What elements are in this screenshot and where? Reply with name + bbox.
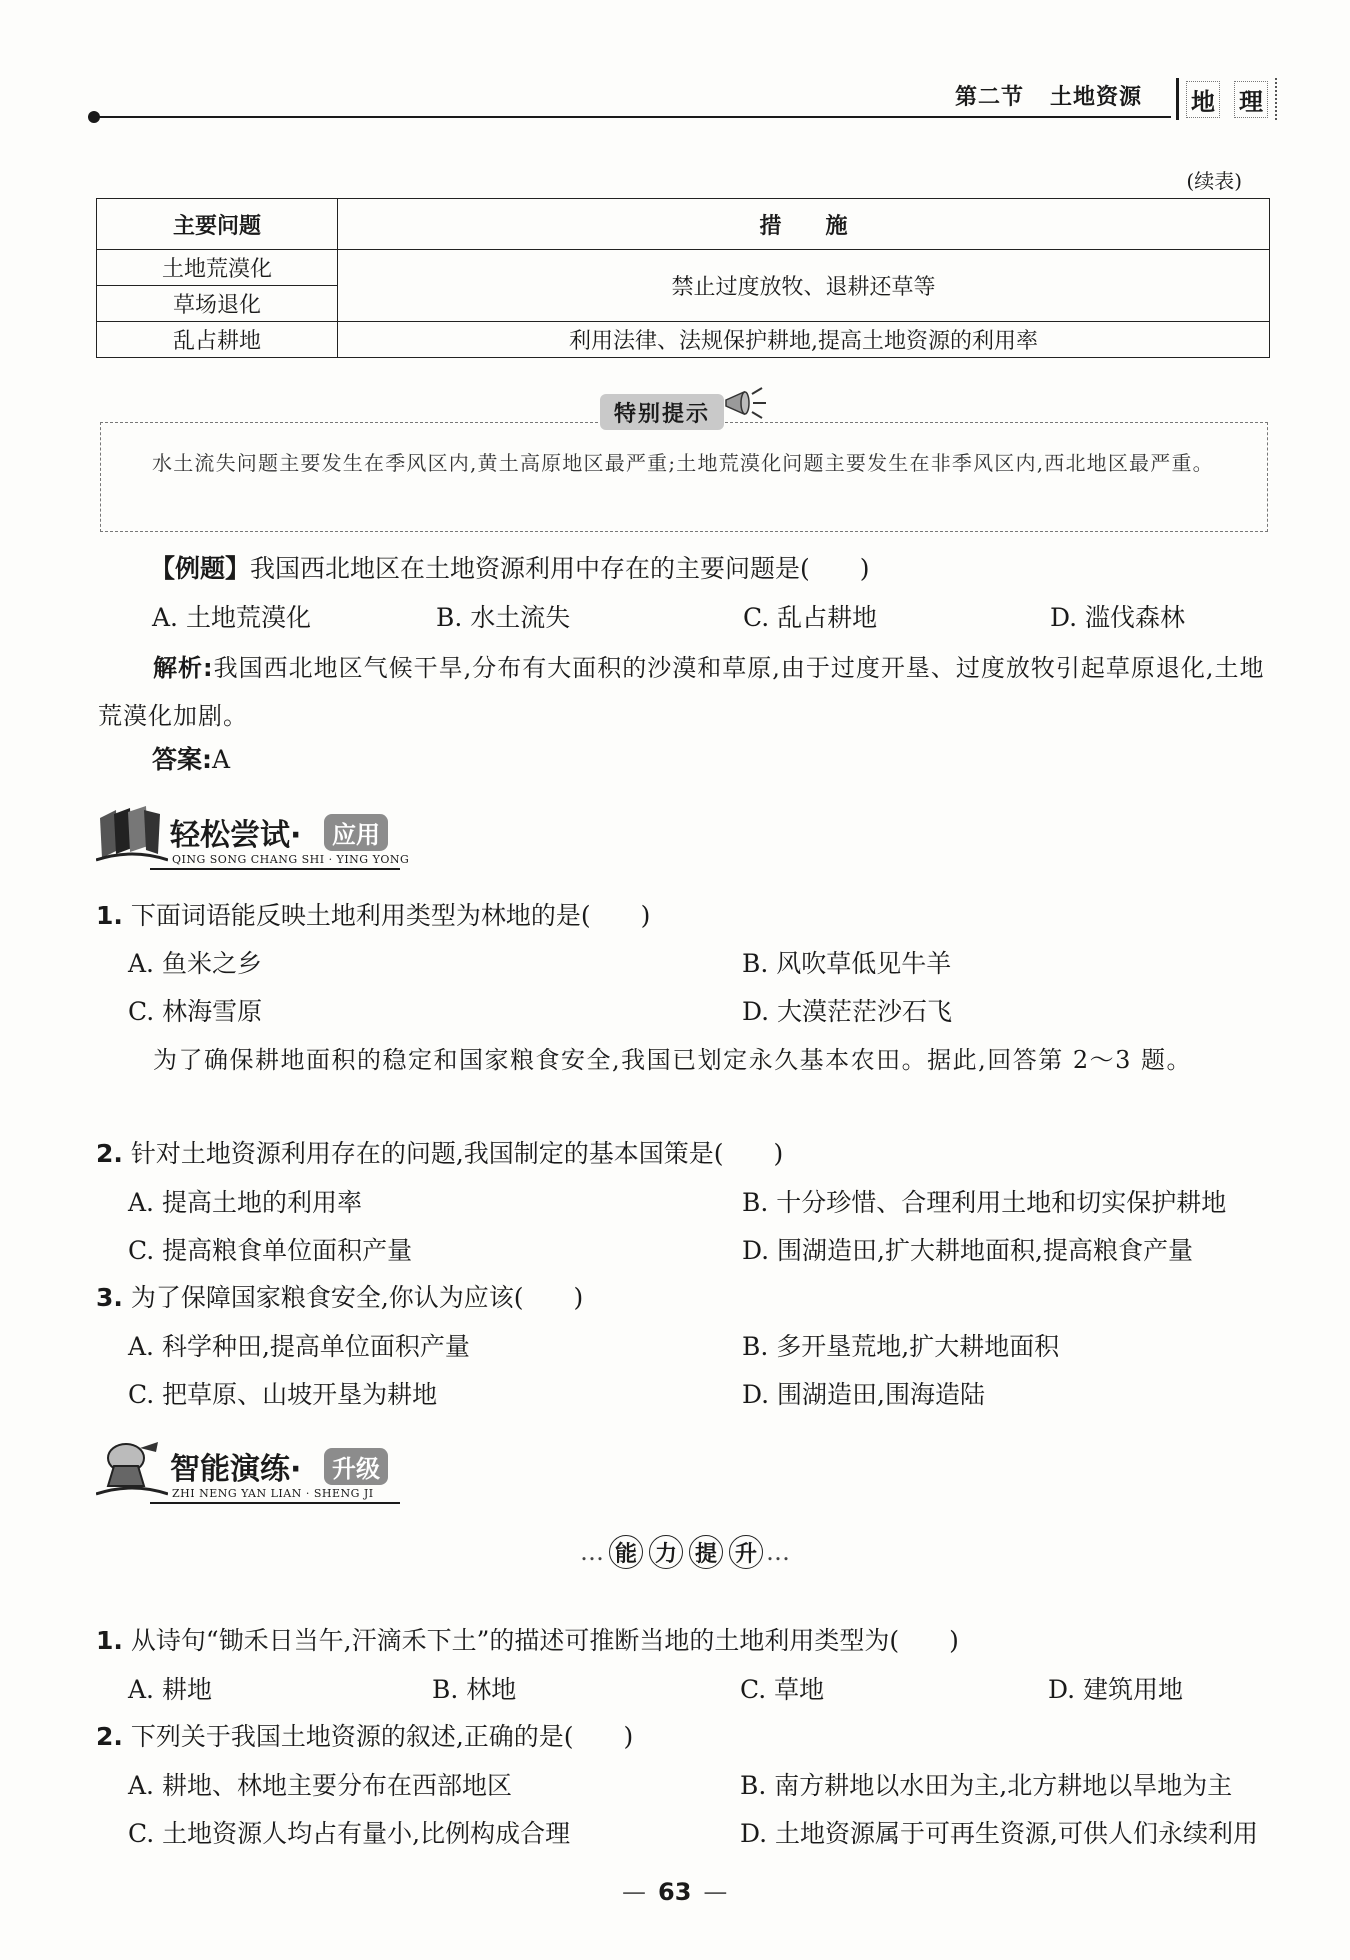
table-cell-problem: 土地荒漠化 [97,250,338,286]
section1-title: 轻松尝试· [170,818,302,853]
example-question [150,553,870,585]
question-number: 2. [96,1139,123,1168]
ability-char: 升 [729,1535,763,1569]
ability-dots-left: … [580,1538,606,1566]
subject-tag [1176,78,1277,120]
s1-q1 [96,900,650,932]
ability-dots-right: … [766,1538,792,1566]
lab-flask-icon [96,1438,168,1500]
section1-pinyin: QING SONG CHANG SHI · YING YONG [172,853,410,866]
page-number [610,1878,739,1906]
question-text: 下面词语能反映土地利用类型为林地的是( ) [130,901,651,930]
measures-table [96,198,1270,358]
question-number: 1. [96,901,123,930]
header-rule [96,116,1171,118]
table-row [97,250,1270,286]
ability-char: 能 [609,1535,643,1569]
analysis-label: 解析: [153,654,214,682]
table-continued-label: (续表) [1186,169,1242,193]
s2-q2-option-a: A. 耕地、林地主要分布在西部地区 [128,1771,512,1800]
ability-char: 提 [689,1535,723,1569]
s2-q1-option-c: C. 草地 [740,1675,825,1704]
section2-pinyin: ZHI NENG YAN LIAN · SHENG JI [172,1487,374,1500]
section1-rule [150,868,400,870]
ability-heading [580,1535,792,1569]
subject-char: 地 [1186,81,1220,118]
s2-q1-option-d: D. 建筑用地 [1048,1675,1184,1704]
table-row [97,322,1270,358]
s2-q1 [96,1625,959,1657]
page-dash-right: — [703,1878,728,1906]
s1-q3-option-d: D. 围湖造田,围海造陆 [742,1380,985,1409]
s2-q1-option-b: B. 林地 [432,1675,517,1704]
answer-value: A [212,745,231,774]
section-title: 土地资源 [1050,84,1143,110]
tip-text: 水土流失问题主要发生在季风区内,黄土高原地区最严重;土地荒漠化问题主要发生在非季风区内,西北地区最严重。 [152,451,1214,475]
question-number: 3. [96,1283,123,1312]
s2-q2-option-c: C. 土地资源人均占有量小,比例构成合理 [128,1819,571,1848]
table-header-measure: 措 施 [338,199,1270,250]
s2-q2-option-d: D. 土地资源属于可再生资源,可供人们永续利用 [740,1819,1258,1848]
s1-intro: 为了确保耕地面积的稳定和国家粮食安全,我国已划定永久基本农田。据此,回答第 2～3 题。 [153,1046,1193,1074]
example-option-b: B. 水土流失 [436,603,571,632]
s1-q2-option-b: B. 十分珍惜、合理利用土地和切实保护耕地 [742,1188,1227,1217]
s2-q2-option-b: B. 南方耕地以水田为主,北方耕地以旱地为主 [740,1771,1233,1800]
s1-q3-option-b: B. 多开垦荒地,扩大耕地面积 [742,1332,1060,1361]
section1-pill: 应用 [324,814,388,851]
books-icon [96,804,168,866]
example-option-a: A. 土地荒漠化 [152,603,311,632]
page-number-value: 63 [658,1878,692,1906]
example-analysis [98,644,1270,740]
s1-q2 [96,1138,783,1170]
example-answer [152,744,230,776]
analysis-text: 我国西北地区气候干旱,分布有大面积的沙漠和草原,由于过度开垦、过度放牧引起草原退化,土地荒漠化加剧。 [98,654,1265,730]
s1-q3-option-c: C. 把草原、山坡开垦为耕地 [128,1380,438,1409]
s1-q1-option-c: C. 林海雪原 [128,997,263,1026]
s1-q3-option-a: A. 科学种田,提高单位面积产量 [128,1332,470,1361]
s1-q3 [96,1282,583,1314]
question-text: 针对土地资源利用存在的问题,我国制定的基本国策是( ) [130,1139,784,1168]
question-number: 1. [96,1626,123,1655]
section2-rule [150,1502,400,1504]
example-option-d: D. 滥伐森林 [1050,603,1186,632]
s2-q2 [96,1721,633,1753]
answer-label: 答案: [152,745,212,774]
question-number: 2. [96,1722,123,1751]
table-cell-measure: 禁止过度放牧、退耕还草等 [338,250,1270,322]
section2-title: 智能演练· [170,1452,302,1487]
question-text: 为了保障国家粮食安全,你认为应该( ) [130,1283,584,1312]
section2-pill: 升级 [324,1448,388,1485]
example-tag: 【例题】 [150,554,251,583]
question-text: 下列关于我国土地资源的叙述,正确的是( ) [130,1722,634,1751]
table-cell-problem: 草场退化 [97,286,338,322]
s1-q2-option-a: A. 提高土地的利用率 [128,1188,362,1217]
table-header-row [97,199,1270,250]
s1-q1-option-b: B. 风吹草低见牛羊 [742,949,952,978]
s2-q1-option-a: A. 耕地 [128,1675,212,1704]
example-question-text: 我国西北地区在土地资源利用中存在的主要问题是( ) [250,554,870,583]
s1-q1-option-d: D. 大漠茫茫沙石飞 [742,997,953,1026]
s1-q2-option-d: D. 围湖造田,扩大耕地面积,提高粮食产量 [742,1236,1193,1265]
s1-q2-option-c: C. 提高粮食单位面积产量 [128,1236,413,1265]
megaphone-icon [722,384,770,424]
table-cell-measure: 利用法律、法规保护耕地,提高土地资源的利用率 [338,322,1270,358]
ability-char: 力 [649,1535,683,1569]
s1-q1-option-a: A. 鱼米之乡 [128,949,262,978]
subject-char: 理 [1234,81,1268,118]
section-number: 第二节 [955,84,1025,110]
page-dash-left: — [622,1878,646,1906]
tip-badge: 特别提示 [600,394,724,430]
table-header-problem: 主要问题 [97,199,338,250]
question-text: 从诗句“锄禾日当午,汗滴禾下土”的描述可推断当地的土地利用类型为( ) [130,1626,959,1655]
table-cell-problem: 乱占耕地 [97,322,338,358]
example-option-c: C. 乱占耕地 [743,603,878,632]
